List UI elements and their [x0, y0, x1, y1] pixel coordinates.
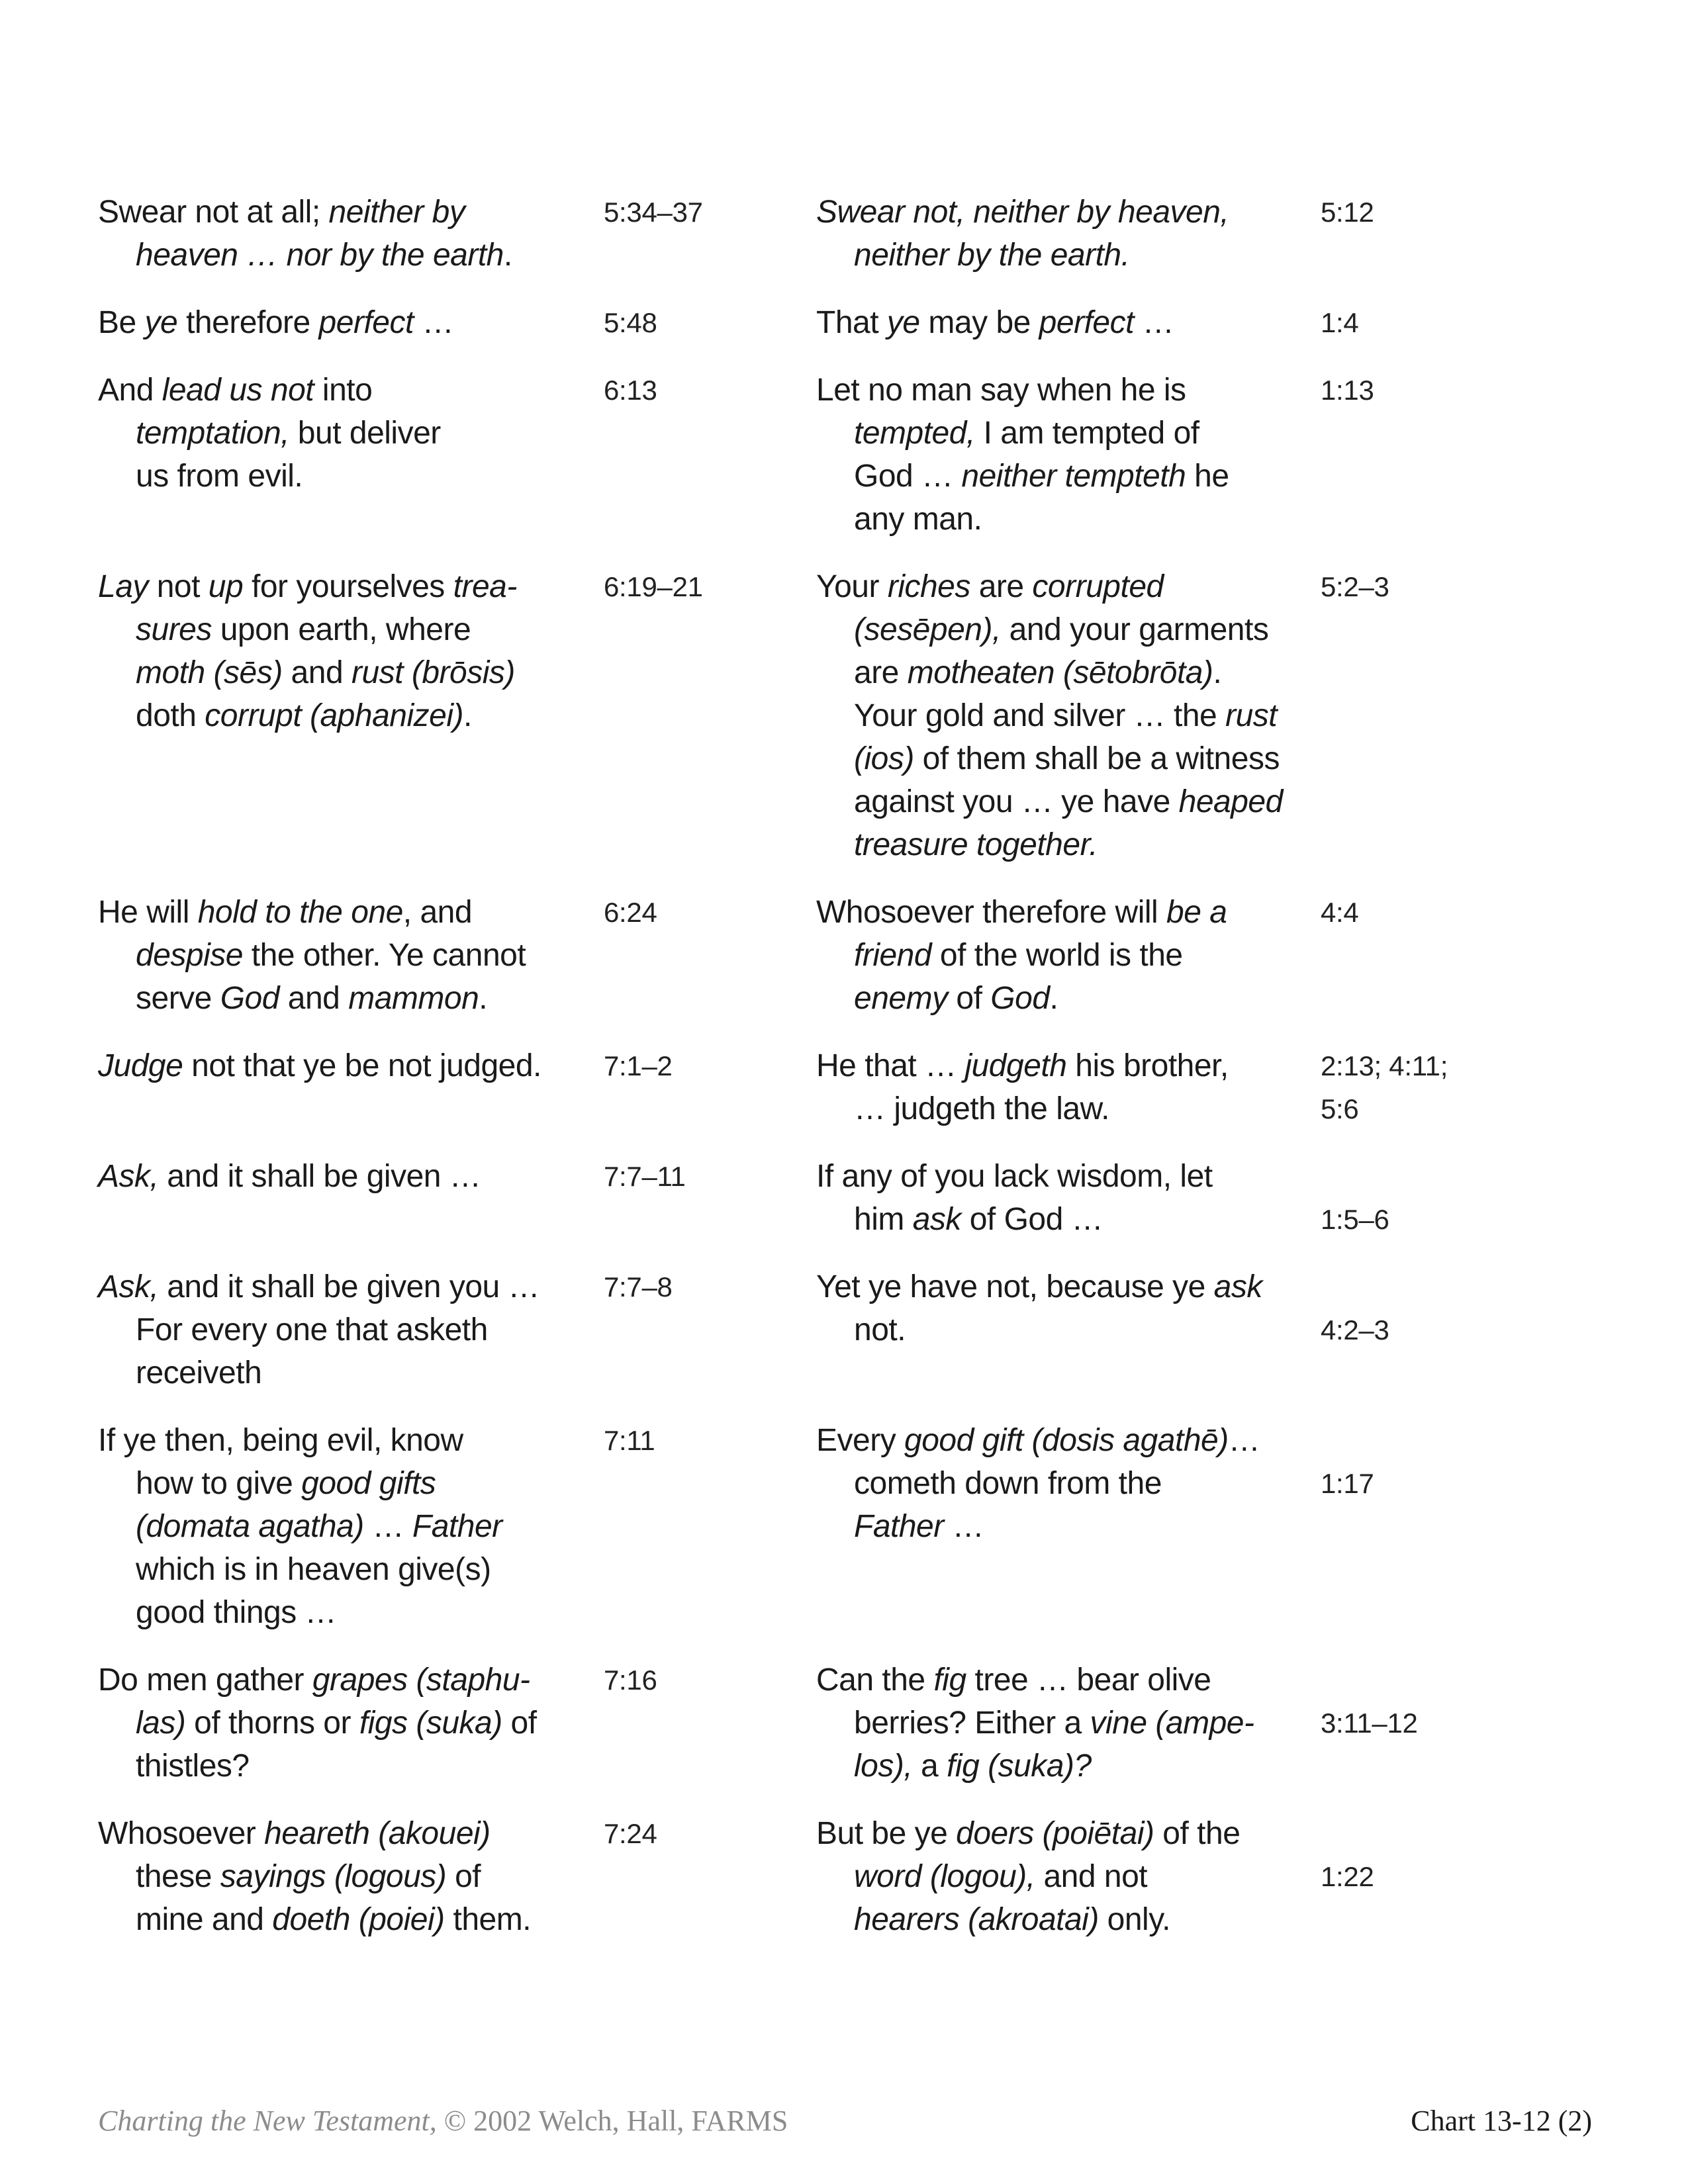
left-passage: [98, 301, 604, 344]
passage-line: Swear not at all; neither by: [98, 195, 465, 230]
passage-line: how to give good gifts: [136, 1466, 436, 1501]
table-row: [98, 191, 1592, 277]
left-verse-reference: [604, 565, 816, 866]
left-verse-reference: [604, 1812, 816, 1941]
passage-line: (sesēpen), and your garments: [854, 612, 1269, 647]
passage-line: any man.: [854, 502, 982, 537]
right-passage: [816, 891, 1321, 1020]
passage-line: enemy of God.: [854, 981, 1058, 1016]
right-passage: [816, 1265, 1321, 1394]
reference-line: 5:34–37: [604, 197, 703, 228]
footer-copyright: © 2002 Welch, Hall, FARMS: [436, 2105, 788, 2137]
right-passage: [816, 1155, 1321, 1241]
passage-line: … judgeth the law.: [854, 1091, 1109, 1126]
right-passage: [816, 565, 1321, 866]
passage-line: For every one that asketh: [136, 1312, 488, 1347]
reference-line: 6:13: [604, 375, 657, 406]
table-row: [98, 1812, 1592, 1941]
table-row: [98, 891, 1592, 1020]
left-verse-reference: [604, 1044, 816, 1130]
left-passage: [98, 1659, 604, 1788]
passage-line: Every good gift (dosis agathē)…: [816, 1423, 1260, 1458]
passage-line: thistles?: [136, 1749, 250, 1784]
passage-line: moth (sēs) and rust (brōsis): [136, 655, 515, 690]
passage-line: If ye then, being evil, know: [98, 1423, 463, 1458]
passage-line: receiveth: [136, 1355, 262, 1390]
passage-line: God … neither tempteth he: [854, 459, 1229, 494]
passage-line: los), a fig (suka)?: [854, 1749, 1092, 1784]
left-passage: [98, 891, 604, 1020]
passage-line: Ask, and it shall be given you …: [98, 1269, 540, 1304]
passage-line: Swear not, neither by heaven,: [816, 195, 1229, 230]
passage-line: cometh down from the: [854, 1466, 1162, 1501]
left-verse-reference: [604, 1265, 816, 1394]
right-passage: [816, 1659, 1321, 1788]
reference-line: 5:2–3: [1321, 571, 1389, 602]
passage-line: doth corrupt (aphanizei).: [136, 698, 472, 733]
reference-line: 7:7–11: [604, 1161, 686, 1192]
left-passage: [98, 565, 604, 866]
passage-line: Father …: [854, 1509, 984, 1544]
passage-line: berries? Either a vine (ampe-: [854, 1706, 1254, 1741]
reference-line: 2:13; 4:11;: [1321, 1050, 1448, 1081]
right-verse-reference: [1321, 301, 1592, 344]
reference-line: 1:22: [1321, 1861, 1374, 1892]
table-row: [98, 1419, 1592, 1634]
passage-line: heaven … nor by the earth.: [136, 238, 512, 273]
reference-line: 1:17: [1321, 1468, 1374, 1499]
passage-line: That ye may be perfect …: [816, 305, 1174, 340]
passage-line: Judge not that ye be not judged.: [98, 1048, 541, 1083]
passage-line: Do men gather grapes (staphu-: [98, 1662, 530, 1698]
reference-line: 7:24: [604, 1818, 657, 1849]
passage-line: serve God and mammon.: [136, 981, 488, 1016]
right-verse-reference: [1321, 891, 1592, 1020]
passage-line: good things …: [136, 1595, 337, 1630]
left-verse-reference: [604, 301, 816, 344]
page-footer: [98, 2103, 1592, 2139]
passage-line: temptation, but deliver: [136, 416, 441, 451]
left-passage: [98, 1265, 604, 1394]
right-verse-reference: [1321, 1155, 1592, 1241]
left-verse-reference: [604, 1659, 816, 1788]
passage-line: Whosoever heareth (akouei): [98, 1816, 491, 1851]
left-passage: [98, 191, 604, 277]
reference-line: 4:2–3: [1321, 1314, 1389, 1345]
passage-line: But be ye doers (poiētai) of the: [816, 1816, 1241, 1851]
right-verse-reference: [1321, 1044, 1592, 1130]
reference-line: 7:16: [604, 1664, 657, 1696]
passage-line: hearers (akroatai) only.: [854, 1902, 1170, 1937]
table-row: [98, 1265, 1592, 1394]
right-verse-reference: [1321, 1265, 1592, 1394]
reference-line: 7:1–2: [604, 1050, 673, 1081]
passage-line: sures upon earth, where: [136, 612, 471, 647]
right-passage: [816, 1812, 1321, 1941]
right-verse-reference: [1321, 369, 1592, 541]
right-passage: [816, 369, 1321, 541]
reference-line: 5:48: [604, 307, 657, 338]
passage-line: are motheaten (sētobrōta).: [854, 655, 1222, 690]
passage-line: despise the other. Ye cannot: [136, 938, 526, 973]
footer-credit: [98, 2103, 788, 2139]
footer-chart-number: Chart 13-12 (2): [1411, 2105, 1592, 2137]
table-row: [98, 565, 1592, 866]
table-row: [98, 1659, 1592, 1788]
passage-line: friend of the world is the: [854, 938, 1183, 973]
passage-line: Be ye therefore perfect …: [98, 305, 454, 340]
passage-line: (domata agatha) … Father: [136, 1509, 502, 1544]
reference-line: 1:13: [1321, 375, 1374, 406]
right-passage: [816, 1044, 1321, 1130]
table-row: [98, 1155, 1592, 1241]
reference-line: 5:6: [1321, 1093, 1359, 1124]
passage-line: which is in heaven give(s): [136, 1552, 491, 1587]
left-passage: [98, 1155, 604, 1241]
passage-line: these sayings (logous) of: [136, 1859, 481, 1894]
passage-line: Your riches are corrupted: [816, 569, 1164, 604]
passage-line: las) of thorns or figs (suka) of: [136, 1706, 537, 1741]
reference-line: 1:5–6: [1321, 1204, 1389, 1235]
reference-line: 7:7–8: [604, 1271, 673, 1302]
passage-line: (ios) of them shall be a witness: [854, 741, 1280, 776]
reference-line: 5:12: [1321, 197, 1374, 228]
table-row: [98, 301, 1592, 344]
reference-line: 6:24: [604, 897, 657, 928]
table-row: [98, 1044, 1592, 1130]
passage-line: us from evil.: [136, 459, 303, 494]
passage-line: against you … ye have heaped: [854, 784, 1283, 819]
passage-line: neither by the earth.: [854, 238, 1130, 273]
passage-line: word (logou), and not: [854, 1859, 1148, 1894]
passage-line: If any of you lack wisdom, let: [816, 1159, 1213, 1194]
passage-line: And lead us not into: [98, 373, 373, 408]
table-row: [98, 369, 1592, 541]
passage-line: Whosoever therefore will be a: [816, 895, 1227, 930]
passage-line: Ask, and it shall be given …: [98, 1159, 481, 1194]
passage-line: Yet ye have not, because ye ask: [816, 1269, 1262, 1304]
left-verse-reference: [604, 369, 816, 541]
passage-line: tempted, I am tempted of: [854, 416, 1199, 451]
comparison-table: [98, 191, 1592, 1966]
passage-line: Can the fig tree … bear olive: [816, 1662, 1211, 1698]
right-verse-reference: [1321, 1419, 1592, 1634]
passage-line: mine and doeth (poiei) them.: [136, 1902, 532, 1937]
passage-line: Your gold and silver … the rust: [854, 698, 1278, 733]
left-passage: [98, 1044, 604, 1130]
passage-line: Let no man say when he is: [816, 373, 1186, 408]
reference-line: 3:11–12: [1321, 1707, 1418, 1739]
passage-line: He will hold to the one, and: [98, 895, 473, 930]
passage-line: not.: [854, 1312, 906, 1347]
passage-line: Lay not up for yourselves trea-: [98, 569, 517, 604]
reference-line: 4:4: [1321, 897, 1359, 928]
right-verse-reference: [1321, 1812, 1592, 1941]
right-verse-reference: [1321, 1659, 1592, 1788]
left-verse-reference: [604, 191, 816, 277]
right-verse-reference: [1321, 565, 1592, 866]
passage-line: treasure together.: [854, 827, 1098, 862]
right-passage: [816, 1419, 1321, 1634]
reference-line: 7:11: [604, 1425, 655, 1456]
left-verse-reference: [604, 1419, 816, 1634]
passage-line: He that … judgeth his brother,: [816, 1048, 1229, 1083]
reference-line: 1:4: [1321, 307, 1359, 338]
footer-book-title: Charting the New Testament,: [98, 2105, 437, 2137]
right-verse-reference: [1321, 191, 1592, 277]
reference-line: 6:19–21: [604, 571, 703, 602]
left-passage: [98, 369, 604, 541]
left-verse-reference: [604, 1155, 816, 1241]
left-verse-reference: [604, 891, 816, 1020]
passage-line: him ask of God …: [854, 1202, 1103, 1237]
right-passage: [816, 191, 1321, 277]
left-passage: [98, 1812, 604, 1941]
right-passage: [816, 301, 1321, 344]
left-passage: [98, 1419, 604, 1634]
